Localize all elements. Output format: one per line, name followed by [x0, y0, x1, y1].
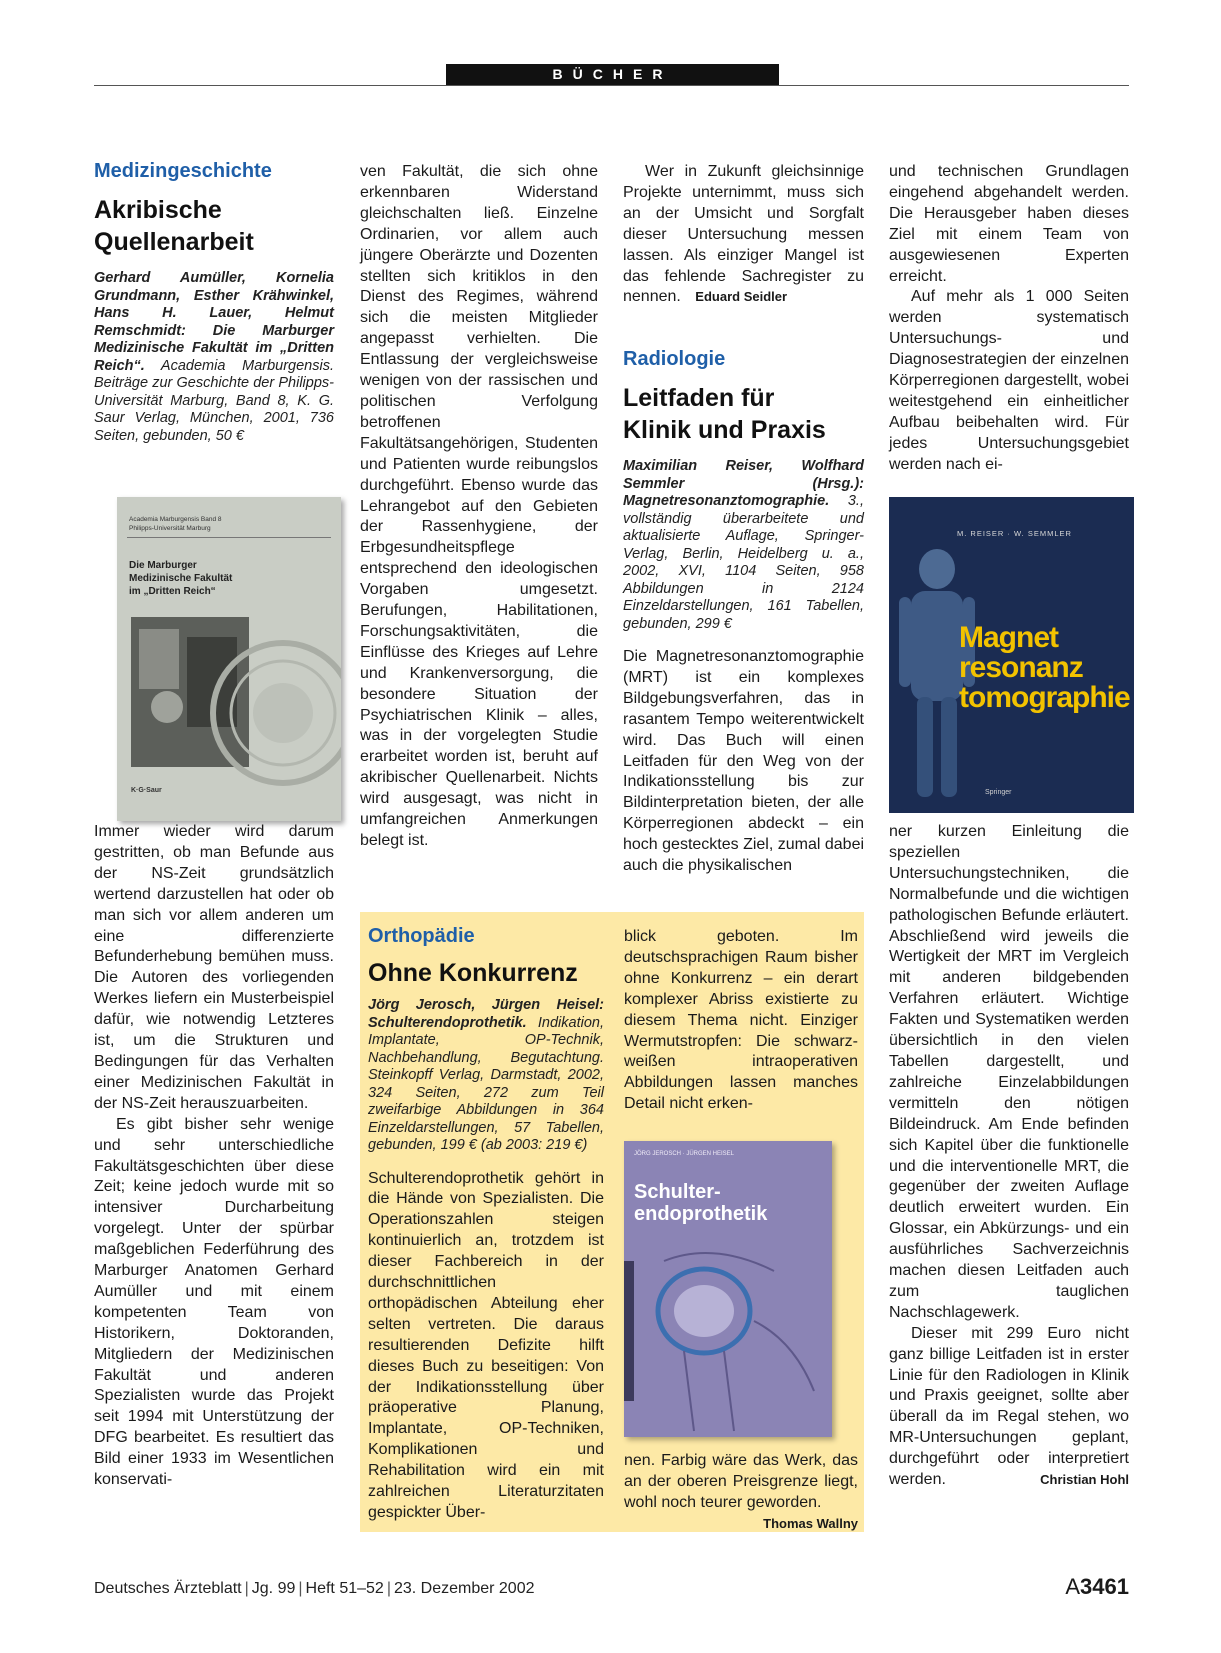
review1-kicker: Medizingeschichte [94, 160, 272, 182]
review3-biblio-details: Indikation, Implantate, OP-Technik, Nachbehandlung, Begutachtung. Steinkopff Verlag, Darmstadt, 2002, 324 Seiten, 272 zum Teil zweifarbige Abbildungen in 364 Einzeldarstellungen, 57 Tabellen, gebunden, 199 € (ab 2003: 219 €) [368, 1014, 604, 1153]
review1-body-col3 [623, 162, 864, 308]
book-cover-magnetresonanztomographie [889, 497, 1134, 813]
review1-body-col1 [94, 822, 334, 1491]
review1-bibliography [94, 270, 334, 445]
section-header: BÜCHER [446, 64, 779, 85]
cover1-series-line2: Philipps-Universität Marburg [129, 525, 211, 532]
book-cover-marburger-fakultaet [117, 497, 341, 821]
cover2-title-line1: Magnet [959, 621, 1058, 654]
review2-paragraph-4: ner kurzen Einleitung die speziellen Untersuchungstechniken, die Normalbefunde und die wichtigen pathologischen Befunde erläutert. Abschließend wird jeweils die Wertigkeit der MRT im Vergleich mit anderen bildgebenden Verfahren erläutert. Wichtige Fakten und Systematiken werden übersichtlich in den vielen Tabellen dargestellt, und zahlreiche Einzelabbildungen vermitteln den nötigen Bildeindruck. Am Ende befinden sich Kapitel über die funktionelle und die interventionelle MRT, die gegenüber der zweiten Auflage deutlich erweitert wurden. Ein Glossar, ein Abkürzungs- und ein ausführliches Sachverzeichnis machen diesen Leitfaden auch zum tauglichen Nachschlagewerk. [889, 823, 1129, 1321]
book-cover-schulterendoprothetik [624, 1141, 832, 1437]
header-rule [94, 85, 1129, 86]
review3-body-right-bottom [624, 1451, 858, 1535]
review1-paragraph-3: ven Fakultät, die sich ohne erkennbaren Widerstand gleichschalten ließ. Einzelne Ordinarien, vor allem auch jüngere Oberärzte und Dozenten stellten sich kritiklos in den Dienst des Regimes, während sich die meisten Mitglieder angepasst verhielten. Die Entlassung der vergleichsweise wenigen von der rassischen und politischen Verfolgung betroffenen Fakultätsangehörigen, Studenten und Patienten wurde reibungslos durchgeführt. Ebenso wurde das Lehrangebot auf den Gebieten der Rassenhygiene, der Erbgesundheitspflege entsprechend den ideologischen Vorgaben umgesetzt. Berufungen, Habilitationen, Forschungsaktivitäten, die Einflüsse des Krieges auf Lehre und Krankenversorgung, die besondere Situation der Psychiatrischen Klinik – alles, was in der vorgelegten Studie erarbeitet worden ist, beruht auf akribischer Quellenarbeit. Nichts wird ausgesagt, was nicht in umfangreichen Anmerkungen belegt ist. [360, 163, 598, 849]
review2-biblio-authors-title: Maximilian Reiser, Wolfhard Semmler (Hrsg.): Magnetresonanztomographie. [623, 458, 864, 509]
review1-paragraph-1: Immer wieder wird darum gestritten, ob man Befunde aus der NS-Zeit grundsätzlich wertend darzustellen hat oder ob man sich vor allem anderen um eine differenzierte Befunderhebung bemühen muss. Die Autoren des vorliegenden Werkes liefern ein Musterbeispiel dafür, wie notwendig Letzteres ist, um die Strukturen und Bedingungen für das Verhalten einer Medizinischen Fakultät in der NS-Zeit herauszuarbeiten. [94, 823, 334, 1112]
review1-paragraph-2: Es gibt bisher sehr wenige und sehr unterschiedliche Fakultätsgeschichten über diese Zeit; keine jedoch wurde mit so intensiver Durcharbeitung vorgelegt. Unter der spürbar maßgeblichen Federführung des Marburger Anatomen Gerhard Aumüller und mit einem kompetenten Team von Historikern, Doktoranden, Mitgliedern der Medizinischen Fakultät und anderen Spezialisten wurde das Projekt seit 1994 mit Unterstützung der DFG bearbeitet. Es resultiert das Bild einer 1933 im Wesentlichen konservati- [94, 1115, 334, 1489]
cover1-title-line3: im „Dritten Reich“ [129, 586, 216, 597]
review3-paragraph-3: nen. Farbig wäre das Werk, das an der oberen Preisgrenze liegt, wohl noch teurer geworden. [624, 1452, 858, 1511]
footer-page-value: 3461 [1080, 1574, 1129, 1599]
review3-kicker: Orthopädie [368, 925, 475, 947]
review3-paragraph-1: Schulterendoprothetik gehört in die Hände von Spezialisten. Die Operationszahlen steigen kontinuierlich an, trotzdem ist dieser Fachbereich in der durchschnittlichen orthopädischen Abteilung eher selten vertreten. Die daraus resultierenden Defizite hilft dieses Buch zu beseitigen: Von der Indikationsstellung über präoperative Planung, Implantate, OP-Techniken, Komplikationen und Rehabilitation wird ein mit zahlreichen Literaturzitaten gespickter Über- [368, 1169, 604, 1521]
cover1-photo-illustration [117, 497, 341, 821]
review2-title-line1: Leitfaden für [623, 384, 775, 412]
footer-page-number [1065, 1574, 1129, 1600]
review1-biblio-authors-title: Gerhard Aumüller, Kornelia Grundmann, Esther Krähwinkel, Hans H. Lauer, Helmut Remschmidt: Die Marburger Medizinische Fakultät im „Dritten Reich“. [94, 270, 334, 374]
review2-author: Christian Hohl [1040, 1472, 1129, 1488]
review1-title [94, 194, 334, 258]
review2-paragraph-1: Die Magnetresonanztomographie (MRT) ist ein komplexes Bildgebungsverfahren, das in rasantem Tempo weiterentwickelt wird. Das Buch will einen Leitfaden für den Weg von der Indikationsstellung bis zur Bildinterpretation bieten, der alle Körperregionen abdeckt – ein hoch gestecktes Ziel, zumal dabei auch die physikalischen [623, 648, 865, 875]
review1-author: Eduard Seidler [695, 289, 788, 305]
review2-paragraph-3: Auf mehr als 1 000 Seiten werden systematisch Untersuchungs- und Diagnosestrategien der einzelnen Körperregionen dargestellt, wobei weitestgehend ein einheitlicher Aufbau beibehalten wird. Für jedes Untersuchungsgebiet werden nach ei- [889, 288, 1129, 473]
footer-page-prefix: A [1065, 1574, 1081, 1599]
review3-bibliography [368, 997, 604, 1155]
cover2-title-line3: tomographie [959, 681, 1130, 714]
cover1-series-line1: Academia Marburgensis Band 8 [129, 516, 222, 523]
review2-body-col3 [623, 647, 864, 877]
review1-paragraph-4: Wer in Zukunft gleichsinnige Projekte unternimmt, muss sich an der Umsicht und Sorgfalt dieser Untersuchung messen lassen. Als einziger Mangel ist das fehlende Sachregister zu nennen. [623, 163, 864, 306]
review2-title [623, 382, 864, 446]
review2-paragraph-2: und technischen Grundlagen eingehend abgehandelt werden. Die Herausgeber haben dieses Ziel mit einem Team von ausgewiesenen Experten erreicht. [889, 163, 1129, 285]
review1-biblio-details: Academia Marburgensis. Beiträge zur Geschichte der Philipps-Universität Marburg, Band 8, K. G. Saur Verlag, München, 2001, 736 Seiten, gebunden, 50 € [94, 357, 334, 444]
review1-title-line2: Quellenarbeit [94, 228, 254, 256]
review2-biblio-details: 3., vollständig überarbeitete und aktualisierte Auflage, Springer-Verlag, Berlin, Heidelberg u. a., 2002, XVI, 1104 Seiten, 958 Abbildungen in 2124 Einzeldarstellungen, 161 Tabellen, gebunden, 299 € [623, 493, 864, 632]
review2-kicker: Radiologie [623, 348, 726, 370]
cover3-xray-illustration [624, 1141, 832, 1437]
cover1-publisher-logo: K·G·Saur [131, 787, 162, 794]
review2-body-col4-bottom [889, 822, 1129, 1491]
footer-date: 23. Dezember 2002 [393, 1580, 535, 1597]
review3-body-right-top [624, 927, 858, 1115]
review3-author: Thomas Wallny [763, 1515, 858, 1531]
review3-heading-block [368, 923, 604, 1524]
review2-paragraph-5: Dieser mit 299 Euro nicht ganz billige Leitfaden ist in erster Linie für den Radiologen in Klinik und Praxis geeignet, sollte aber überall da im Regal stehen, wo MR-Untersuchungen geplant, durchgeführt oder interpretiert werden. [889, 1324, 1129, 1489]
review3-body-left [368, 1169, 604, 1524]
footer-citation: Deutsches Ärzteblatt | Jg. 99 | Heft 51–52 | 23. Dezember 2002 [94, 1580, 535, 1597]
review3-title: Ohne Konkurrenz [368, 959, 578, 987]
cover2-title-line2: resonanz [959, 651, 1083, 684]
cover2-authors: M. REISER · W. SEMMLER [957, 529, 1072, 538]
cover1-title-line1: Die Marburger [129, 560, 197, 571]
review1-heading-block [94, 158, 334, 445]
review2-bibliography [623, 458, 864, 633]
cover2-publisher-logo: Springer [985, 789, 1012, 796]
cover3-title-line1: Schulter- [634, 1181, 721, 1203]
footer-journal: Deutsches Ärzteblatt [94, 1580, 242, 1597]
review1-title-line1: Akribische [94, 196, 222, 224]
review2-title-line2: Klinik und Praxis [623, 416, 826, 444]
review3-biblio-authors-title: Jörg Jerosch, Jürgen Heisel: Schulterendoprothetik. [368, 997, 604, 1031]
cover3-authors: JÖRG JEROSCH · JÜRGEN HEISEL [634, 1151, 735, 1157]
review1-body-col2 [360, 162, 598, 852]
review3-paragraph-2: blick geboten. Im deutschsprachigen Raum bisher ohne Konkurrenz – ein derart komplexer Abriss existierte zu diesem Thema nicht. Einziger Wermutstropfen: Die schwarz-weißen intraoperativen Abbildungen lassen manches Detail nicht erken- [624, 928, 858, 1113]
cover2-title [959, 623, 1130, 713]
review2-heading-block [623, 346, 864, 877]
review2-body-col4-top [889, 162, 1129, 476]
cover3-title-line2: endoprothetik [634, 1203, 768, 1225]
footer-volume: Jg. 99 [251, 1580, 296, 1597]
cover1-title-line2: Medizinische Fakultät [129, 573, 233, 584]
footer-issue: Heft 51–52 [305, 1580, 384, 1597]
